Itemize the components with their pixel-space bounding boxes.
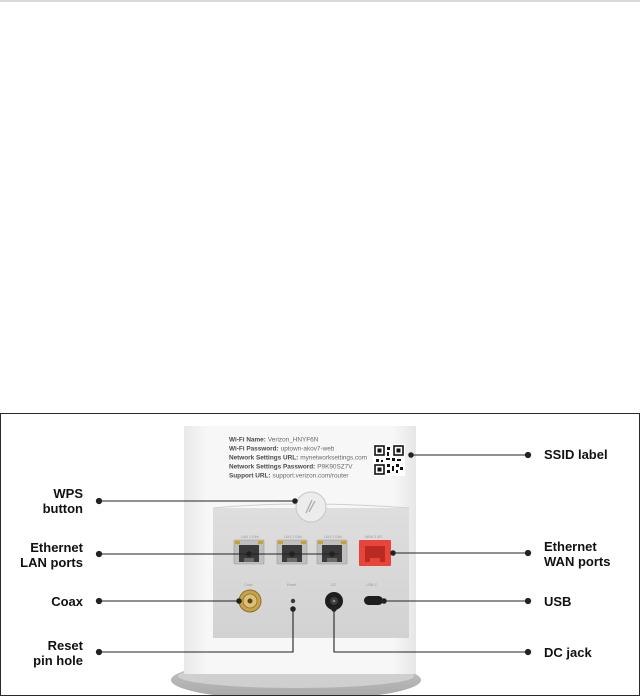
callout-reset (33, 638, 83, 668)
reset-pin-hole (291, 599, 295, 603)
qr-code (373, 444, 405, 476)
port-panel (213, 508, 409, 638)
coax-connector (239, 590, 261, 612)
port-label-dc: DC (331, 583, 337, 587)
callout-wan (544, 539, 610, 569)
callout-lan-line1: Ethernet (30, 540, 83, 555)
label-line-4: Network Settings Password: P9K90SZ7V (229, 463, 353, 471)
label-line-1: Wi-Fi Name: Verizon_HNYF6N (229, 436, 319, 444)
callout-wan-line2: WAN ports (544, 554, 611, 569)
top-divider (0, 0, 640, 2)
port-label-usb: USB-C (366, 583, 378, 587)
port-label-lan3: LAN 3 Gbit (324, 535, 342, 539)
callout-usb-line1: USB (544, 594, 572, 609)
label-line-5: Support URL: support.verizon.com/router (229, 472, 349, 480)
port-label-lan2: LAN 2 Gbit (284, 535, 302, 539)
callout-ssid (544, 447, 608, 462)
callout-lan (20, 540, 83, 570)
callout-usb (544, 594, 571, 609)
label-line-2: Wi-Fi Password: uptown-akov7-web (229, 445, 335, 453)
port-label-wan: WAN 2.5G (365, 535, 383, 539)
port-label-coax: Coax (244, 583, 253, 587)
callout-lan-line2: LAN ports (20, 555, 83, 570)
callout-wan-line1: Ethernet (544, 539, 597, 554)
port-label-reset: Reset (287, 583, 297, 587)
callout-dc-line1: DC jack (544, 645, 592, 660)
wps-button-graphic (296, 492, 326, 522)
callout-wps-line1: WPS (53, 486, 83, 501)
label-line-3: Network Settings URL: mynetworksettings.com (229, 454, 368, 462)
callout-dc (544, 645, 592, 660)
callout-ssid-line1: SSID label (544, 447, 608, 462)
router-diagram-frame (0, 413, 640, 696)
wan-port (359, 540, 391, 566)
callout-coax (51, 594, 83, 609)
usb-c-port (364, 596, 383, 605)
callout-reset-line2: pin hole (33, 653, 83, 668)
callout-wps-line2: button (42, 501, 83, 516)
port-label-lan1: LAN 1 Gbit (241, 535, 259, 539)
callout-reset-line1: Reset (47, 638, 83, 653)
callout-coax-line1: Coax (51, 594, 83, 609)
callout-wps (43, 486, 83, 516)
